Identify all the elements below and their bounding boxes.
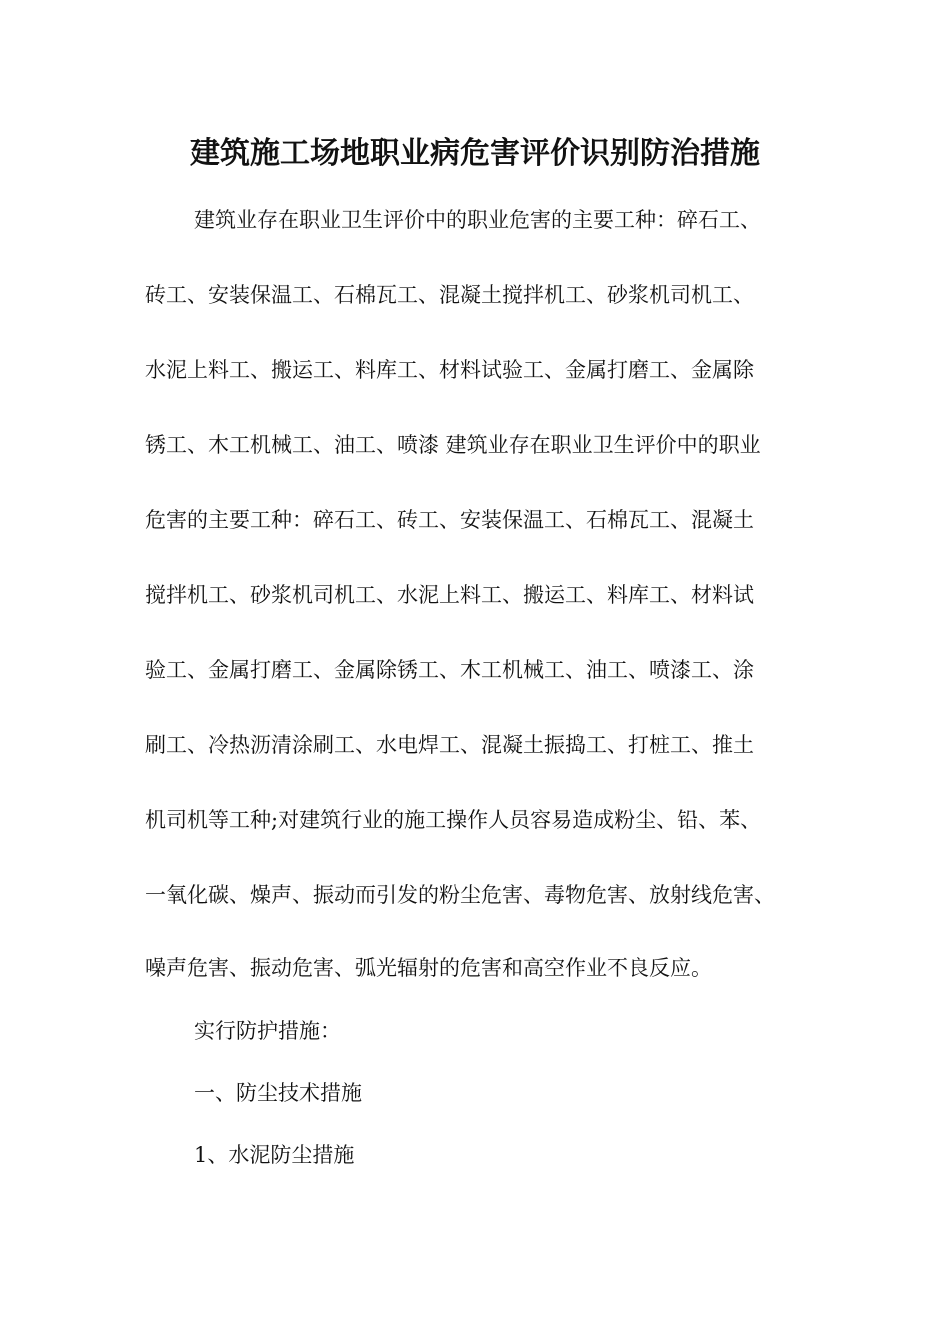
paragraph-line-10: 一氧化碳、燥声、振动而引发的粉尘危害、毒物危害、放射线危害、 bbox=[145, 883, 775, 907]
paragraph-line-1: 建筑业存在职业卫生评价中的职业危害的主要工种：碎石工、 bbox=[194, 208, 761, 232]
paragraph-line-6: 搅拌机工、砂浆机司机工、水泥上料工、搬运工、料库工、材料试 bbox=[145, 583, 754, 607]
section-heading-dust-tech: 一、防尘技术措施 bbox=[194, 1081, 362, 1105]
document-title: 建筑施工场地职业病危害评价识别防治措施 bbox=[190, 136, 760, 171]
section-heading-cement-dust: 1、水泥防尘措施 bbox=[194, 1143, 355, 1167]
paragraph-line-5: 危害的主要工种：碎石工、砖工、安装保温工、石棉瓦工、混凝土 bbox=[145, 508, 754, 532]
paragraph-line-3: 水泥上料工、搬运工、料库工、材料试验工、金属打磨工、金属除 bbox=[145, 358, 754, 382]
paragraph-line-7: 验工、金属打磨工、金属除锈工、木工机械工、油工、喷漆工、涂 bbox=[145, 658, 754, 682]
paragraph-line-4: 锈工、木工机械工、油工、喷漆 建筑业存在职业卫生评价中的职业 bbox=[145, 433, 761, 457]
section-heading-measures: 实行防护措施： bbox=[194, 1019, 341, 1043]
paragraph-line-2: 砖工、安装保温工、石棉瓦工、混凝土搅拌机工、砂浆机司机工、 bbox=[145, 283, 754, 307]
paragraph-line-8: 刷工、冷热沥清涂刷工、水电焊工、混凝土振捣工、打桩工、推土 bbox=[145, 733, 754, 757]
paragraph-line-11: 噪声危害、振动危害、弧光辐射的危害和高空作业不良反应。 bbox=[145, 956, 712, 980]
paragraph-line-9: 机司机等工种;对建筑行业的施工操作人员容易造成粉尘、铅、苯、 bbox=[145, 808, 762, 832]
